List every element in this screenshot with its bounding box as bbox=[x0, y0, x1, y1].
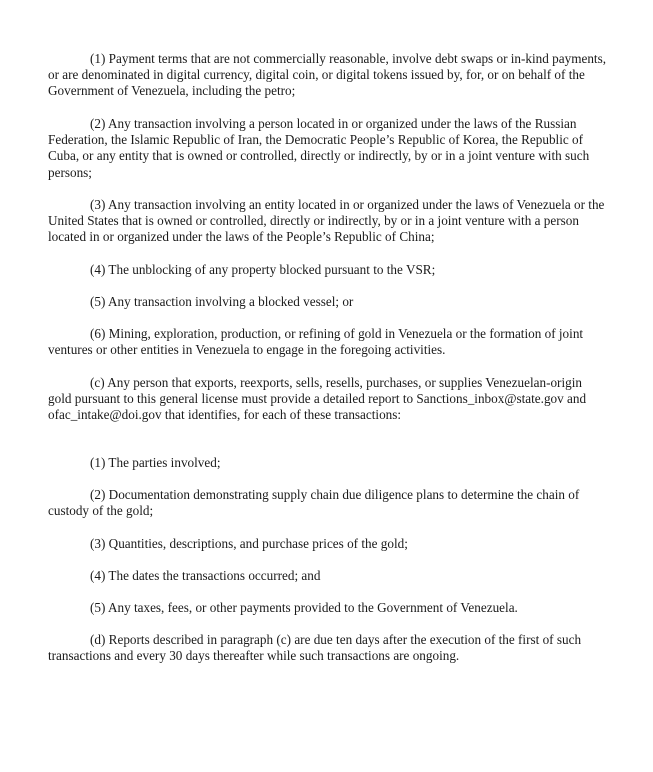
paragraph-china-ownership: (3) Any transaction involving an entity located in or organized under the laws of Venezuela or the United States that is owned or controlled, directly or indirectly, by or in a joint venture with a person located in or organized under the laws of the People’s Republic of China; bbox=[48, 197, 605, 245]
paragraph-unblocking: (4) The unblocking of any property blocked pursuant to the VSR; bbox=[90, 262, 436, 277]
paragraph-sanctioned-countries: (2) Any transaction involving a person located in or organized under the laws of the Russian Federation, the Islamic Republic of Iran, the Democratic People’s Republic of Korea, the Republic of Cuba, or any entity that is owned or controlled, directly or indirectly, by or in a joint venture with such persons; bbox=[48, 116, 590, 180]
paragraph-gold-mining: (6) Mining, exploration, production, or refining of gold in Venezuela or the formation of joint ventures or other entities in Venezuela to engage in the foregoing activities. bbox=[48, 326, 584, 358]
paragraph-payment-terms: (1) Payment terms that are not commercially reasonable, involve debt swaps or in-kind payments, or are denominated in digital currency, digital coin, or digital tokens issued by, for, or on behalf of the Government of Venezuela, including the petro; bbox=[48, 51, 606, 99]
paragraph-reporting-requirement: (c) Any person that exports, reexports, sells, resells, purchases, or supplies Venezuelan-origin gold pursuant to this general license must provide a detailed report to Sanctions_inbox@state.gov and ofac_intake@doi.gov that identifies, for each of these transactions: bbox=[48, 375, 587, 423]
paragraph-quantities: (3) Quantities, descriptions, and purchase prices of the gold; bbox=[90, 536, 408, 551]
paragraph-parties-involved: (1) The parties involved; bbox=[90, 455, 221, 470]
paragraph-transaction-dates: (4) The dates the transactions occurred; and bbox=[90, 568, 321, 583]
paragraph-taxes-fees: (5) Any taxes, fees, or other payments provided to the Government of Venezuela. bbox=[90, 600, 518, 615]
paragraph-report-deadline: (d) Reports described in paragraph (c) are due ten days after the execution of the first of such transactions and every 30 days thereafter while such transactions are ongoing. bbox=[48, 632, 582, 664]
paragraph-blocked-vessel: (5) Any transaction involving a blocked vessel; or bbox=[90, 294, 354, 309]
paragraph-supply-chain: (2) Documentation demonstrating supply chain due diligence plans to determine the chain of custody of the gold; bbox=[48, 487, 580, 519]
